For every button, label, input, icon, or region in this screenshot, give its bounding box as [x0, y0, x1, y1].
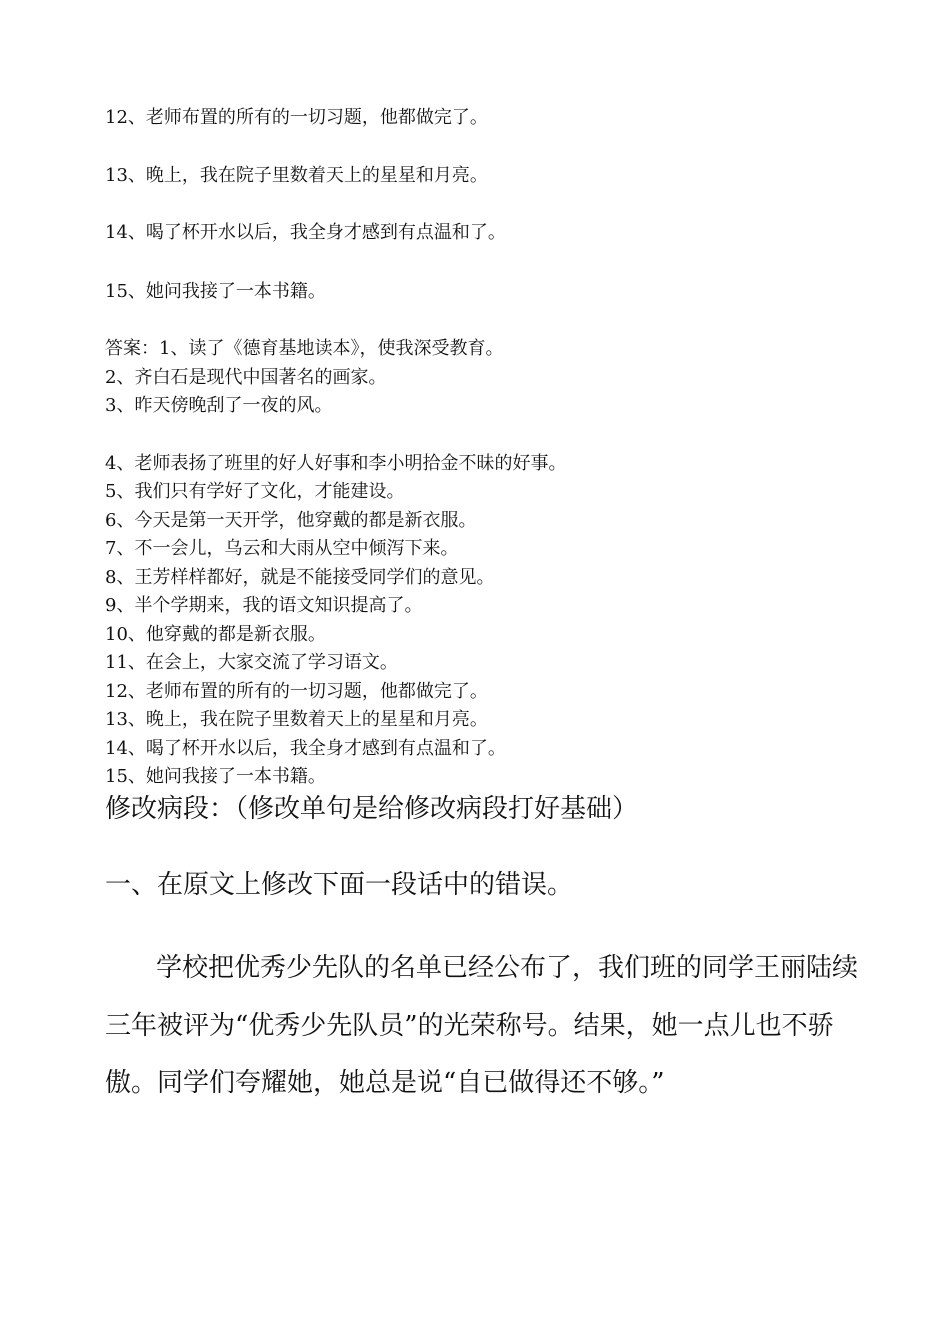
section-title: 修改病段：（修改单句是给修改病段打好基础）: [105, 794, 639, 824]
subsection-title: 一、在原文上修改下面一段话中的错误。: [105, 870, 574, 900]
passage-line: 学校把优秀少先队的名单已经公布了，我们班的同学王丽陆续: [156, 953, 859, 983]
sentence-12: 12、老师布置的所有的一切习题，他都做完了。: [105, 107, 488, 128]
answer-line: 15、她问我接了一本书籍。: [105, 766, 326, 787]
answer-line: 答案：1、读了《德育基地读本》，使我深受教育。: [105, 338, 504, 359]
answer-line: 13、晚上，我在院子里数着天上的星星和月亮。: [105, 709, 488, 730]
answer-line: 7、不一会儿，乌云和大雨从空中倾泻下来。: [105, 538, 459, 559]
answer-line: 12、老师布置的所有的一切习题，他都做完了。: [105, 681, 488, 702]
answer-line: 4、老师表扬了班里的好人好事和李小明拾金不昧的好事。: [105, 453, 567, 474]
sentence-15: 15、她问我接了一本书籍。: [105, 281, 326, 302]
sentence-13: 13、晚上，我在院子里数着天上的星星和月亮。: [105, 165, 488, 186]
passage-line: 傲。同学们夸耀她，她总是说“自已做得还不够。”: [105, 1068, 665, 1098]
answer-line: 3、昨天傍晚刮了一夜的风。: [105, 395, 333, 416]
answer-line: 14、喝了杯开水以后，我全身才感到有点温和了。: [105, 738, 506, 759]
answer-line: 9、半个学期来，我的语文知识提高了。: [105, 595, 423, 616]
answer-line: 2、齐白石是现代中国著名的画家。: [105, 367, 387, 388]
sentence-14: 14、喝了杯开水以后，我全身才感到有点温和了。: [105, 222, 506, 243]
answer-line: 11、在会上，大家交流了学习语文。: [105, 652, 398, 673]
answer-line: 10、他穿戴的都是新衣服。: [105, 624, 326, 645]
answer-line: 8、王芳样样都好，就是不能接受同学们的意见。: [105, 567, 495, 588]
passage-line: 三年被评为“优秀少先队员”的光荣称号。结果，她一点儿也不骄: [105, 1011, 834, 1041]
answer-line: 5、我们只有学好了文化，才能建设。: [105, 481, 405, 502]
answer-line: 6、今天是第一天开学，他穿戴的都是新衣服。: [105, 510, 477, 531]
